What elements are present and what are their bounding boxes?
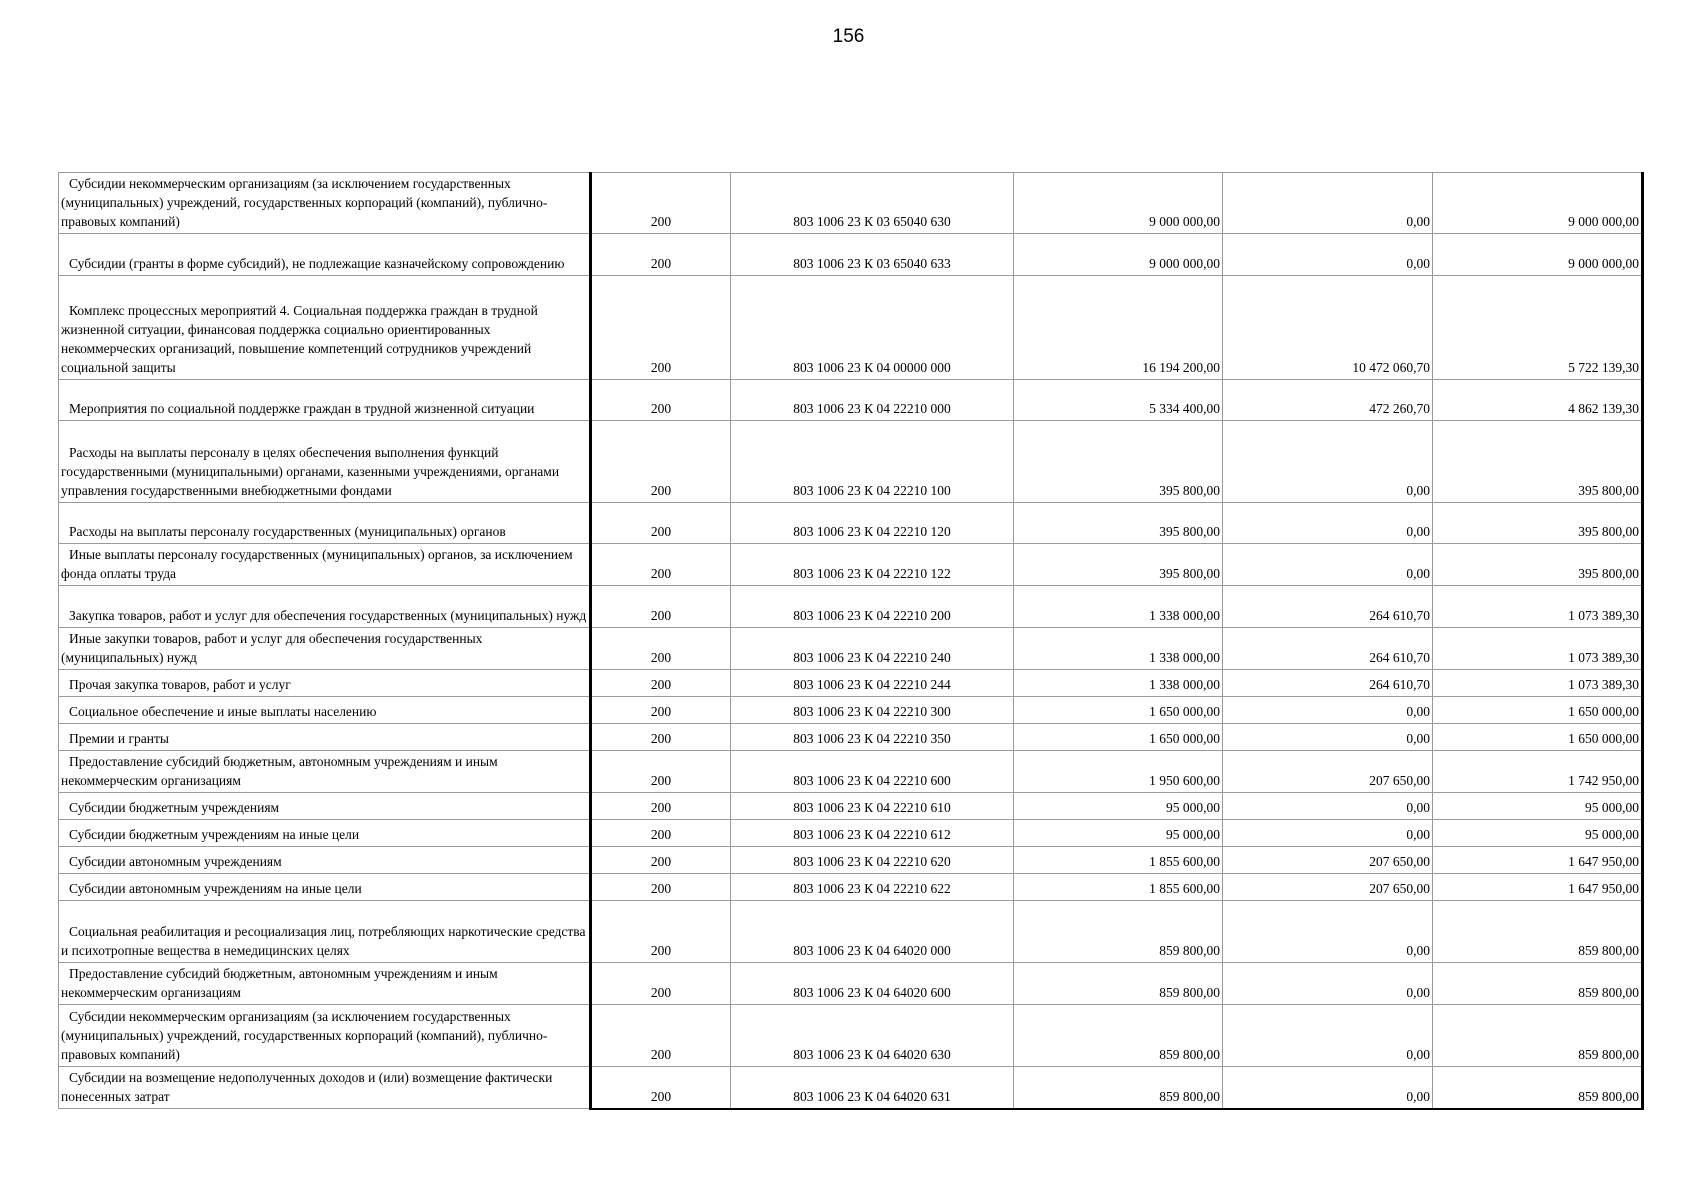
line-code-cell: 200 bbox=[591, 724, 731, 751]
table-row bbox=[59, 697, 1643, 724]
line-code-cell: 200 bbox=[591, 234, 731, 276]
approved-amount-cell: 395 800,00 bbox=[1014, 503, 1223, 544]
line-code-cell: 200 bbox=[591, 901, 731, 963]
expense-name-cell bbox=[59, 874, 591, 901]
expense-name-cell bbox=[59, 234, 591, 276]
budget-classification-code-cell: 803 1006 23 К 03 65040 633 bbox=[731, 234, 1014, 276]
executed-amount-cell: 0,00 bbox=[1223, 421, 1433, 503]
budget-classification-code-cell: 803 1006 23 К 04 64020 631 bbox=[731, 1067, 1014, 1109]
budget-classification-code-cell: 803 1006 23 К 04 22210 600 bbox=[731, 751, 1014, 793]
approved-amount-cell: 16 194 200,00 bbox=[1014, 276, 1223, 380]
expense-name-text: Субсидии автономным учреждениям bbox=[69, 854, 282, 869]
line-code-cell: 200 bbox=[591, 544, 731, 586]
expense-name-cell bbox=[59, 544, 591, 586]
executed-amount-cell: 0,00 bbox=[1223, 503, 1433, 544]
expense-name-text: Мероприятия по социальной поддержке граждан в трудной жизненной ситуации bbox=[69, 401, 535, 416]
executed-amount-cell: 264 610,70 bbox=[1223, 586, 1433, 628]
table-row bbox=[59, 724, 1643, 751]
expense-name-text: Социальное обеспечение и иные выплаты населению bbox=[69, 704, 377, 719]
approved-amount-cell: 859 800,00 bbox=[1014, 901, 1223, 963]
table-row bbox=[59, 234, 1643, 276]
budget-classification-code-cell: 803 1006 23 К 04 22210 620 bbox=[731, 847, 1014, 874]
executed-amount-cell: 0,00 bbox=[1223, 793, 1433, 820]
executed-amount-cell: 472 260,70 bbox=[1223, 380, 1433, 421]
executed-amount-cell: 264 610,70 bbox=[1223, 628, 1433, 670]
approved-amount-cell: 9 000 000,00 bbox=[1014, 173, 1223, 234]
line-code-cell: 200 bbox=[591, 1067, 731, 1109]
expense-name-text: Субсидии бюджетным учреждениям bbox=[69, 800, 280, 815]
approved-amount-cell: 9 000 000,00 bbox=[1014, 234, 1223, 276]
executed-amount-cell: 0,00 bbox=[1223, 963, 1433, 1005]
approved-amount-cell: 1 650 000,00 bbox=[1014, 697, 1223, 724]
budget-execution-table bbox=[58, 172, 1644, 1110]
executed-amount-cell: 264 610,70 bbox=[1223, 670, 1433, 697]
budget-classification-code-cell: 803 1006 23 К 04 22210 100 bbox=[731, 421, 1014, 503]
budget-classification-code-cell: 803 1006 23 К 04 22210 240 bbox=[731, 628, 1014, 670]
budget-classification-code-cell: 803 1006 23 К 03 65040 630 bbox=[731, 173, 1014, 234]
expense-name-text: Субсидии некоммерческим организациям (за исключением государственных (муниципальных) учреждений, государственных корпораций (компаний), публично-правовых компаний) bbox=[61, 176, 548, 229]
line-code-cell: 200 bbox=[591, 793, 731, 820]
budget-classification-code-cell: 803 1006 23 К 04 64020 000 bbox=[731, 901, 1014, 963]
table-row bbox=[59, 503, 1643, 544]
budget-classification-code-cell: 803 1006 23 К 04 22210 350 bbox=[731, 724, 1014, 751]
expense-name-text: Субсидии (гранты в форме субсидий), не подлежащие казначейскому сопровождению bbox=[69, 256, 565, 271]
unexecuted-amount-cell: 5 722 139,30 bbox=[1433, 276, 1643, 380]
executed-amount-cell: 0,00 bbox=[1223, 1005, 1433, 1067]
table-row bbox=[59, 421, 1643, 503]
expense-name-text: Закупка товаров, работ и услуг для обеспечения государственных (муниципальных) нужд bbox=[69, 608, 587, 623]
executed-amount-cell: 207 650,00 bbox=[1223, 874, 1433, 901]
executed-amount-cell: 0,00 bbox=[1223, 234, 1433, 276]
expense-name-cell bbox=[59, 276, 591, 380]
expense-name-text: Субсидии на возмещение недополученных доходов и (или) возмещение фактически понесенных затрат bbox=[61, 1070, 553, 1104]
expense-name-cell bbox=[59, 847, 591, 874]
unexecuted-amount-cell: 859 800,00 bbox=[1433, 1067, 1643, 1109]
expense-name-cell bbox=[59, 793, 591, 820]
expense-name-cell bbox=[59, 1005, 591, 1067]
line-code-cell: 200 bbox=[591, 874, 731, 901]
budget-classification-code-cell: 803 1006 23 К 04 00000 000 bbox=[731, 276, 1014, 380]
budget-classification-code-cell: 803 1006 23 К 04 22210 122 bbox=[731, 544, 1014, 586]
approved-amount-cell: 859 800,00 bbox=[1014, 1067, 1223, 1109]
table-row bbox=[59, 793, 1643, 820]
expense-name-text: Расходы на выплаты персоналу государственных (муниципальных) органов bbox=[69, 524, 506, 539]
line-code-cell: 200 bbox=[591, 421, 731, 503]
budget-classification-code-cell: 803 1006 23 К 04 22210 000 bbox=[731, 380, 1014, 421]
unexecuted-amount-cell: 95 000,00 bbox=[1433, 793, 1643, 820]
table-row bbox=[59, 586, 1643, 628]
unexecuted-amount-cell: 395 800,00 bbox=[1433, 421, 1643, 503]
expense-name-text: Субсидии автономным учреждениям на иные цели bbox=[69, 881, 362, 896]
table-row bbox=[59, 1067, 1643, 1109]
unexecuted-amount-cell: 1 073 389,30 bbox=[1433, 670, 1643, 697]
approved-amount-cell: 1 855 600,00 bbox=[1014, 874, 1223, 901]
approved-amount-cell: 859 800,00 bbox=[1014, 963, 1223, 1005]
table-row bbox=[59, 628, 1643, 670]
unexecuted-amount-cell: 4 862 139,30 bbox=[1433, 380, 1643, 421]
unexecuted-amount-cell: 1 650 000,00 bbox=[1433, 697, 1643, 724]
approved-amount-cell: 395 800,00 bbox=[1014, 421, 1223, 503]
budget-classification-code-cell: 803 1006 23 К 04 22210 200 bbox=[731, 586, 1014, 628]
unexecuted-amount-cell: 395 800,00 bbox=[1433, 503, 1643, 544]
unexecuted-amount-cell: 1 650 000,00 bbox=[1433, 724, 1643, 751]
expense-name-cell bbox=[59, 173, 591, 234]
expense-name-text: Премии и гранты bbox=[69, 731, 169, 746]
table-row bbox=[59, 820, 1643, 847]
line-code-cell: 200 bbox=[591, 820, 731, 847]
executed-amount-cell: 0,00 bbox=[1223, 173, 1433, 234]
line-code-cell: 200 bbox=[591, 697, 731, 724]
expense-name-cell bbox=[59, 380, 591, 421]
line-code-cell: 200 bbox=[591, 586, 731, 628]
expense-name-cell bbox=[59, 1067, 591, 1109]
approved-amount-cell: 1 650 000,00 bbox=[1014, 724, 1223, 751]
table-row bbox=[59, 847, 1643, 874]
line-code-cell: 200 bbox=[591, 751, 731, 793]
table-row bbox=[59, 380, 1643, 421]
expense-name-cell bbox=[59, 697, 591, 724]
executed-amount-cell: 0,00 bbox=[1223, 697, 1433, 724]
budget-classification-code-cell: 803 1006 23 К 04 22210 244 bbox=[731, 670, 1014, 697]
unexecuted-amount-cell: 1 647 950,00 bbox=[1433, 847, 1643, 874]
line-code-cell: 200 bbox=[591, 963, 731, 1005]
expense-name-cell bbox=[59, 820, 591, 847]
line-code-cell: 200 bbox=[591, 276, 731, 380]
expense-name-text: Субсидии некоммерческим организациям (за исключением государственных (муниципальных) учреждений, государственных корпораций (компаний), публично-правовых компаний) bbox=[61, 1009, 548, 1062]
budget-classification-code-cell: 803 1006 23 К 04 22210 120 bbox=[731, 503, 1014, 544]
approved-amount-cell: 1 338 000,00 bbox=[1014, 628, 1223, 670]
expense-name-cell bbox=[59, 628, 591, 670]
line-code-cell: 200 bbox=[591, 670, 731, 697]
line-code-cell: 200 bbox=[591, 380, 731, 421]
table-row bbox=[59, 901, 1643, 963]
unexecuted-amount-cell: 95 000,00 bbox=[1433, 820, 1643, 847]
expense-name-cell bbox=[59, 586, 591, 628]
expense-name-text: Предоставление субсидий бюджетным, автономным учреждениям и иным некоммерческим организациям bbox=[61, 754, 498, 788]
line-code-cell: 200 bbox=[591, 1005, 731, 1067]
unexecuted-amount-cell: 859 800,00 bbox=[1433, 963, 1643, 1005]
table-row bbox=[59, 276, 1643, 380]
table-row bbox=[59, 1005, 1643, 1067]
approved-amount-cell: 859 800,00 bbox=[1014, 1005, 1223, 1067]
approved-amount-cell: 95 000,00 bbox=[1014, 793, 1223, 820]
expense-name-cell bbox=[59, 751, 591, 793]
expense-name-text: Иные закупки товаров, работ и услуг для обеспечения государственных (муниципальных) нужд bbox=[61, 631, 483, 665]
budget-classification-code-cell: 803 1006 23 К 04 22210 300 bbox=[731, 697, 1014, 724]
page-number: 156 bbox=[832, 26, 865, 47]
line-code-cell: 200 bbox=[591, 847, 731, 874]
budget-classification-code-cell: 803 1006 23 К 04 64020 630 bbox=[731, 1005, 1014, 1067]
line-code-cell: 200 bbox=[591, 173, 731, 234]
table-row bbox=[59, 670, 1643, 697]
unexecuted-amount-cell: 1 742 950,00 bbox=[1433, 751, 1643, 793]
unexecuted-amount-cell: 859 800,00 bbox=[1433, 901, 1643, 963]
executed-amount-cell: 0,00 bbox=[1223, 724, 1433, 751]
table-row bbox=[59, 544, 1643, 586]
unexecuted-amount-cell: 1 647 950,00 bbox=[1433, 874, 1643, 901]
approved-amount-cell: 1 338 000,00 bbox=[1014, 586, 1223, 628]
expense-name-text: Предоставление субсидий бюджетным, автономным учреждениям и иным некоммерческим организациям bbox=[61, 966, 498, 1000]
executed-amount-cell: 0,00 bbox=[1223, 820, 1433, 847]
executed-amount-cell: 0,00 bbox=[1223, 901, 1433, 963]
approved-amount-cell: 1 855 600,00 bbox=[1014, 847, 1223, 874]
unexecuted-amount-cell: 859 800,00 bbox=[1433, 1005, 1643, 1067]
expense-name-text: Комплекс процессных мероприятий 4. Социальная поддержка граждан в трудной жизненной ситуации, финансовая поддержка социально ориентированных некоммерческих организаций, повышение компетенций сотрудников учреждений социальной защиты bbox=[61, 303, 538, 375]
executed-amount-cell: 10 472 060,70 bbox=[1223, 276, 1433, 380]
budget-classification-code-cell: 803 1006 23 К 04 22210 612 bbox=[731, 820, 1014, 847]
line-code-cell: 200 bbox=[591, 628, 731, 670]
expense-name-cell bbox=[59, 503, 591, 544]
unexecuted-amount-cell: 1 073 389,30 bbox=[1433, 628, 1643, 670]
unexecuted-amount-cell: 9 000 000,00 bbox=[1433, 173, 1643, 234]
executed-amount-cell: 207 650,00 bbox=[1223, 751, 1433, 793]
expense-name-text: Субсидии бюджетным учреждениям на иные цели bbox=[69, 827, 360, 842]
approved-amount-cell: 1 950 600,00 bbox=[1014, 751, 1223, 793]
expense-name-cell bbox=[59, 724, 591, 751]
table-row bbox=[59, 874, 1643, 901]
line-code-cell: 200 bbox=[591, 503, 731, 544]
approved-amount-cell: 95 000,00 bbox=[1014, 820, 1223, 847]
table-body bbox=[59, 173, 1643, 1109]
table-row bbox=[59, 963, 1643, 1005]
expense-name-cell bbox=[59, 421, 591, 503]
approved-amount-cell: 395 800,00 bbox=[1014, 544, 1223, 586]
approved-amount-cell: 5 334 400,00 bbox=[1014, 380, 1223, 421]
expense-name-text: Социальная реабилитация и ресоциализация лиц, потребляющих наркотические средства и психотропные вещества в немедицинских целях bbox=[61, 924, 586, 958]
approved-amount-cell: 1 338 000,00 bbox=[1014, 670, 1223, 697]
table-row bbox=[59, 173, 1643, 234]
expense-name-text: Расходы на выплаты персоналу в целях обеспечения выполнения функций государственными (муниципальными) органами, казенными учреждениями, органами управления государственными внебюджетными фондами bbox=[61, 445, 560, 498]
expense-name-cell bbox=[59, 670, 591, 697]
expense-name-text: Иные выплаты персоналу государственных (муниципальных) органов, за исключением фонда оплаты труда bbox=[61, 547, 573, 581]
executed-amount-cell: 0,00 bbox=[1223, 544, 1433, 586]
expense-name-text: Прочая закупка товаров, работ и услуг bbox=[69, 677, 291, 692]
unexecuted-amount-cell: 395 800,00 bbox=[1433, 544, 1643, 586]
unexecuted-amount-cell: 1 073 389,30 bbox=[1433, 586, 1643, 628]
budget-classification-code-cell: 803 1006 23 К 04 22210 610 bbox=[731, 793, 1014, 820]
expense-name-cell bbox=[59, 963, 591, 1005]
unexecuted-amount-cell: 9 000 000,00 bbox=[1433, 234, 1643, 276]
executed-amount-cell: 207 650,00 bbox=[1223, 847, 1433, 874]
expense-name-cell bbox=[59, 901, 591, 963]
executed-amount-cell: 0,00 bbox=[1223, 1067, 1433, 1109]
budget-classification-code-cell: 803 1006 23 К 04 22210 622 bbox=[731, 874, 1014, 901]
budget-classification-code-cell: 803 1006 23 К 04 64020 600 bbox=[731, 963, 1014, 1005]
table-row bbox=[59, 751, 1643, 793]
